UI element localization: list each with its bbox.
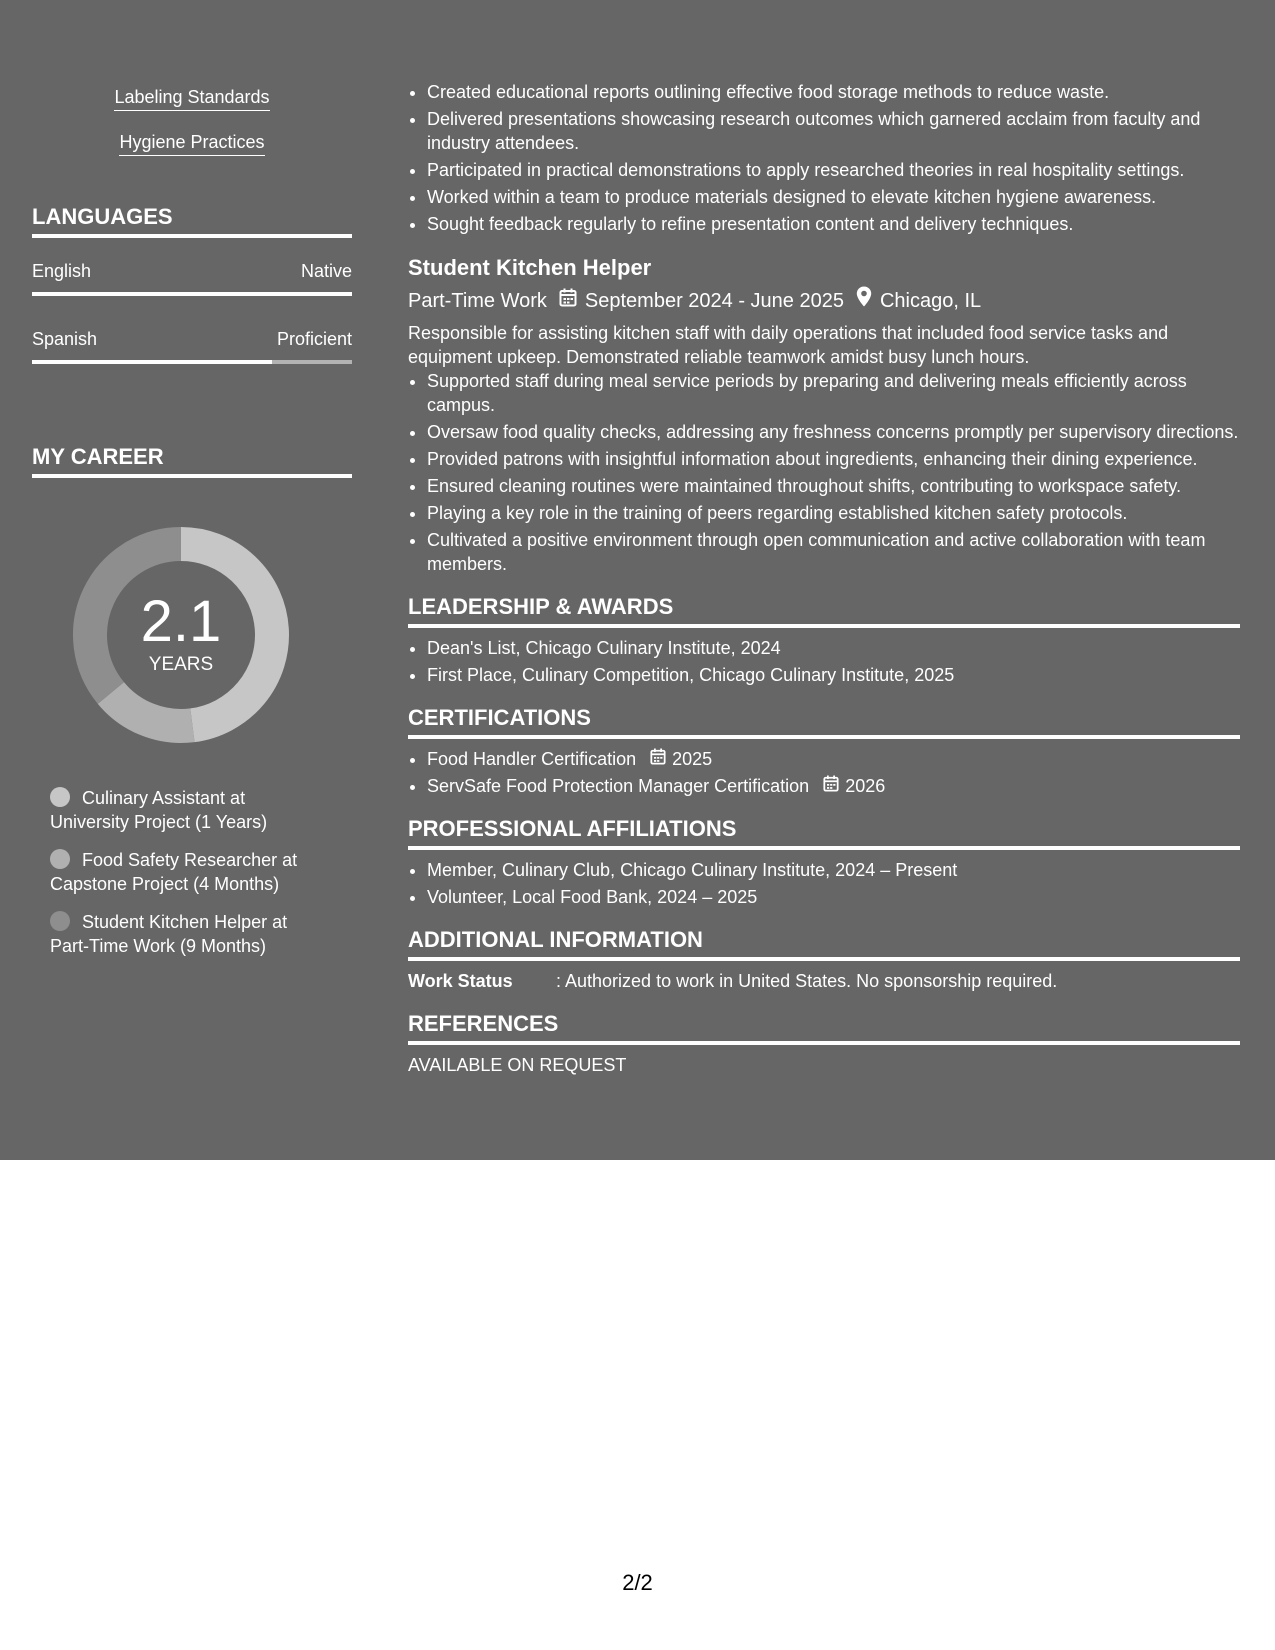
job-meta <box>408 286 1240 315</box>
list-item: • Participated in practical demonstrations to apply researched theories in real hospitality settings. <box>427 158 1240 182</box>
list-item: • First Place, Culinary Competition, Chicago Culinary Institute, 2025 <box>427 663 1240 687</box>
career-total-unit: YEARS <box>148 654 214 675</box>
work-status-row <box>408 969 1240 993</box>
calendar-icon <box>559 287 577 315</box>
list-item: • Supported staff during meal service periods by preparing and delivering meals efficiently across campus. <box>427 369 1240 417</box>
career-total-value: 2.1 <box>140 589 222 654</box>
career-list <box>50 786 320 958</box>
list-item: • Sought feedback regularly to refine presentation content and delivery techniques. <box>427 212 1240 236</box>
list-item: • Volunteer, Local Food Bank, 2024 – 2025 <box>427 885 1240 909</box>
references-heading: REFERENCES <box>408 1011 1240 1045</box>
calendar-icon <box>650 747 666 771</box>
skill-hygiene-practices: Hygiene Practices <box>119 131 264 156</box>
languages-heading: LANGUAGES <box>32 204 352 238</box>
list-item: • Oversaw food quality checks, addressing any freshness concerns promptly per supervisory directions. <box>427 420 1240 444</box>
page-number: 2/2 <box>622 1570 653 1595</box>
career-item: Food Safety Researcher at Capstone Project (4 Months) <box>50 850 298 894</box>
job-title: Student Kitchen Helper <box>408 255 652 280</box>
certification-year: 2026 <box>845 776 886 796</box>
certification-item <box>427 774 1240 798</box>
career-item: Culinary Assistant at University Project (1 Years) <box>50 788 268 832</box>
certifications-heading: CERTIFICATIONS <box>408 705 1240 739</box>
references-text: AVAILABLE ON REQUEST <box>408 1055 627 1075</box>
job-company: Part-Time Work <box>408 289 547 312</box>
language-level: Proficient <box>276 329 352 349</box>
list-item: • Cultivated a positive environment through open communication and active collaboration with team members. <box>427 528 1240 576</box>
donut-segment-2 <box>111 693 193 726</box>
career-dot-icon <box>50 849 70 869</box>
job-bullets <box>408 369 1240 576</box>
main-content <box>408 80 1240 1077</box>
career-dot-icon <box>50 911 70 931</box>
language-bar <box>32 360 352 364</box>
language-level: Native <box>300 261 352 281</box>
job-dates: September 2024 - June 2025 <box>584 289 844 312</box>
list-item: • Delivered presentations showcasing research outcomes which garnered acclaim from faculty and industry attendees. <box>427 107 1240 155</box>
leadership-heading: LEADERSHIP & AWARDS <box>408 594 1240 628</box>
affiliations-list <box>408 858 1240 909</box>
career-dot-icon <box>50 787 70 807</box>
list-item: • Playing a key role in the training of peers regarding established kitchen safety protocols. <box>427 501 1240 525</box>
career-item: Student Kitchen Helper at Part-Time Work (9 Months) <box>50 912 288 956</box>
additional-info-heading: ADDITIONAL INFORMATION <box>408 927 1240 961</box>
list-item: • Ensured cleaning routines were maintained throughout shifts, contributing to workspace safety. <box>427 474 1240 498</box>
language-bar <box>32 292 352 296</box>
sidebar <box>32 86 352 972</box>
list-item: • Created educational reports outlining effective food storage methods to reduce waste. <box>427 80 1240 104</box>
language-bar-fill <box>32 360 272 364</box>
certification-item <box>427 747 1240 771</box>
career-heading: MY CAREER <box>32 444 352 478</box>
certification-year: 2025 <box>672 749 713 769</box>
work-status-label: Work Status <box>408 971 513 991</box>
certification-name: • Food Handler Certification <box>427 749 637 769</box>
language-bar-fill <box>32 292 352 296</box>
list-item: • Provided patrons with insightful information about ingredients, enhancing their dining experience. <box>427 447 1240 471</box>
work-status-value: : Authorized to work in United States. No sponsorship required. <box>556 971 1058 991</box>
affiliations-heading: PROFESSIONAL AFFILIATIONS <box>408 816 1240 850</box>
job-location: Chicago, IL <box>879 289 982 312</box>
list-item: • Dean's List, Chicago Culinary Institute, 2024 <box>427 636 1240 660</box>
language-name: Spanish <box>32 329 98 349</box>
location-pin-icon <box>856 286 872 315</box>
leadership-list <box>408 636 1240 687</box>
certification-name: • ServSafe Food Protection Manager Certification <box>427 776 810 796</box>
career-donut <box>66 520 296 750</box>
certifications-list <box>408 747 1240 798</box>
list-item: • Worked within a team to produce materials designed to elevate kitchen hygiene awareness. <box>427 185 1240 209</box>
language-name: English <box>32 261 92 281</box>
job-description: Responsible for assisting kitchen staff with daily operations that included food service tasks and equipment upkeep. Demonstrated reliable teamwork amidst busy lunch hours. <box>408 323 1169 367</box>
list-item: • Member, Culinary Club, Chicago Culinary Institute, 2024 – Present <box>427 858 1240 882</box>
previous-job-bullets <box>408 80 1240 236</box>
language-english <box>32 260 352 296</box>
language-spanish <box>32 328 352 364</box>
calendar-icon <box>823 774 839 798</box>
skill-labeling-standards: Labeling Standards <box>114 86 269 111</box>
